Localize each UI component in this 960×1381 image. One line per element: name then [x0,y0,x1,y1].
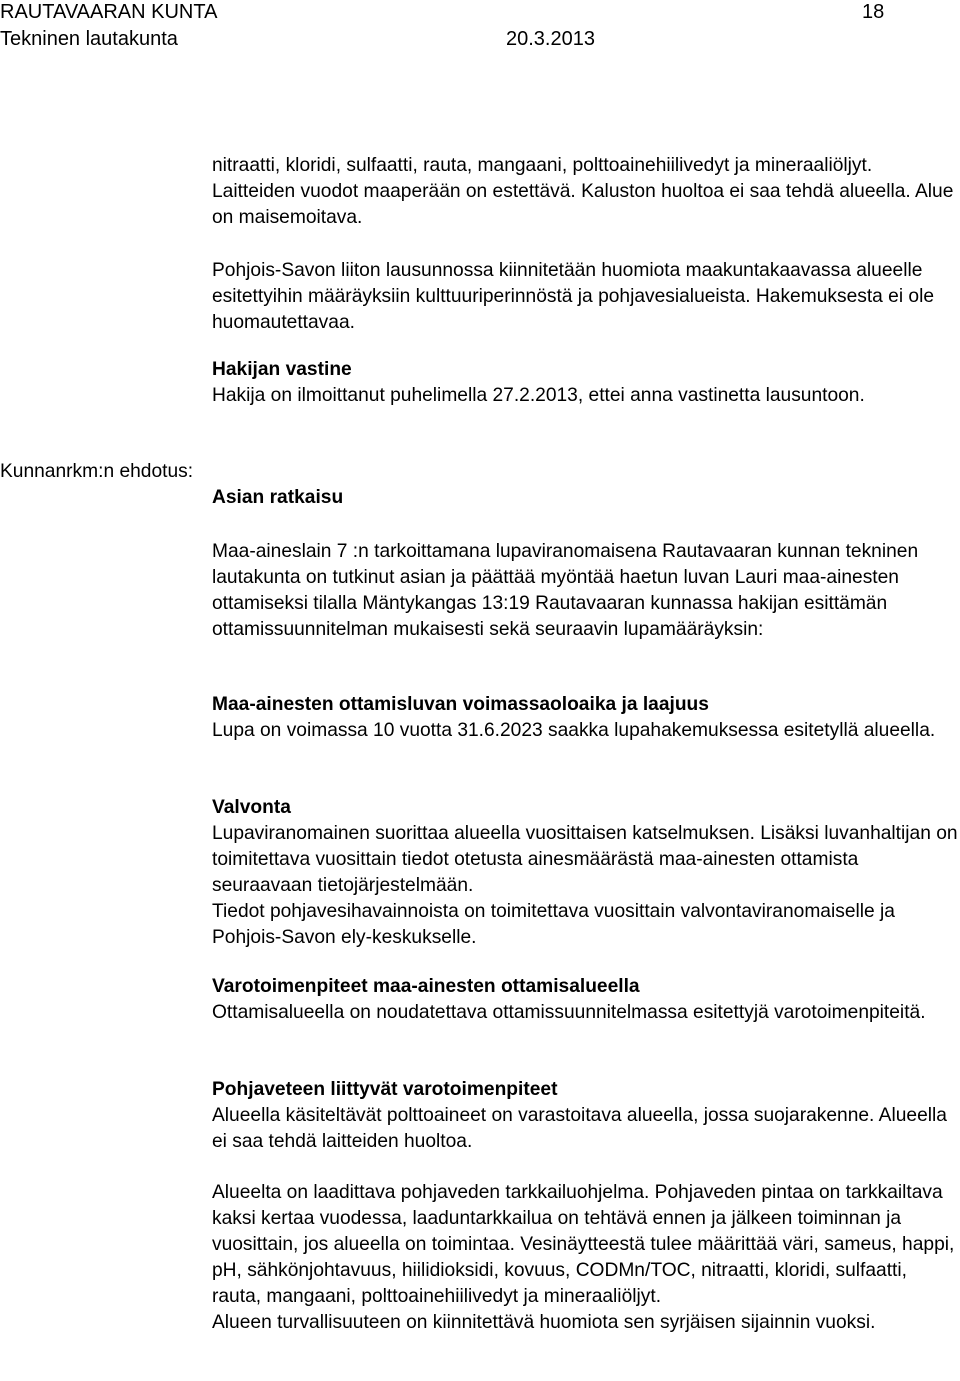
asian-ratkaisu-body [212,539,958,643]
voimassaoloaika-section [212,692,958,744]
tarkkailu-text-1: Alueelta on laadittava pohjaveden tarkkailuohjelma. Pohjaveden pintaa on tarkkailtava kaksi kertaa vuodessa, laaduntarkkailua on tehtävä ennen ja jälkeen toiminnan ja vuosittain, jos alueella on toimintaa. Vesinäytteestä tulee määrittää väri, sameus, happi, pH, sähkönjohtavuus, hiilidioksidi, kovuus, CODMn/TOC, nitraatti, kloridi, sulfaatti, rauta, mangaani, polttoainehiilivedyt ja mineraaliöljyt. [212,1182,955,1308]
valvonta-section [212,795,958,952]
pohjois-savon-paragraph [212,258,958,336]
pohjavesi-heading: Pohjaveteen liittyvät varotoimenpiteet [212,1079,558,1100]
valvonta-text-2: Tiedot pohjavesihavainnoista on toimitettava vuosittain valvontaviranomaiselle ja Pohjois-Savon ely-keskukselle. [212,901,895,949]
valvonta-heading: Valvonta [212,797,291,818]
page-number: 18 [862,1,885,23]
varotoimenpiteet-section [212,974,958,1026]
pohjavesi-text: Alueella käsiteltävät polttoaineet on varastoitava alueella, jossa suojarakenne. Alueella ei saa tehdä laitteiden huoltoa. [212,1105,947,1153]
varotoimenpiteet-text: Ottamisalueella on noudatettava ottamissuunnitelmassa esitettyjä varotoimenpiteitä. [212,1002,926,1024]
organization-name: RAUTAVAARAN KUNTA [0,1,218,23]
intro-text: nitraatti, kloridi, sulfaatti, rauta, mangaani, polttoainehiilivedyt ja mineraaliöljyt. Laitteiden vuodot maaperään on estettävä. Kaluston huoltoa ei saa tehdä alueella. Alue on maisemoitava. [212,155,954,229]
varotoimenpiteet-heading: Varotoimenpiteet maa-ainesten ottamisalueella [212,976,640,997]
committee-name: Tekninen lautakunta [0,28,178,50]
voimassaoloaika-text: Lupa on voimassa 10 vuotta 31.6.2023 saakka lupahakemuksessa esitetyllä alueella. [212,720,936,742]
meeting-date: 20.3.2013 [506,28,595,50]
voimassaoloaika-heading: Maa-ainesten ottamisluvan voimassaoloaika ja laajuus [212,694,709,715]
asian-ratkaisu-heading: Asian ratkaisu [212,487,344,508]
hakijan-vastine-text: Hakija on ilmoittanut puhelimella 27.2.2013, ettei anna vastinetta lausuntoon. [212,385,865,407]
tarkkailu-text-2: Alueen turvallisuuteen on kiinnitettävä huomiota sen syrjäisen sijainnin vuoksi. [212,1312,876,1334]
tarkkailu-section [212,1180,958,1337]
valvonta-text-1: Lupaviranomainen suorittaa alueella vuosittaisen katselmuksen. Lisäksi luvanhaltijan on toimitettava vuosittain tiedot otetusta ainesmäärästä maa-ainesten ottamista seuraavaan tietojärjestelmään. [212,823,958,897]
intro-paragraph [212,153,958,231]
hakijan-vastine-section [212,357,958,409]
asian-ratkaisu-section [212,485,958,511]
asian-ratkaisu-text: Maa-aineslain 7 :n tarkoittamana lupaviranomaisena Rautavaaran kunnan tekninen lautakunta on tutkinut asian ja päättää myöntää haetun luvan Lauri maa-ainesten ottamiseksi tilalla Mäntykangas 13:19 Rautavaaran kunnassa hakijan esittämän ottamissuunnitelman mukaisesti sekä seuraavin lupamääräyksin: [212,541,919,641]
pohjois-savon-text: Pohjois-Savon liiton lausunnossa kiinnitetään huomiota maakuntakaavassa alueelle esitettyihin määräyksiin kulttuuriperinnöstä ja pohjavesialueista. Hakemuksesta ei ole huomautettavaa. [212,260,935,334]
hakijan-vastine-heading: Hakijan vastine [212,359,352,380]
pohjavesi-section [212,1077,958,1155]
proposal-label: Kunnanrkm:n ehdotus: [0,461,194,482]
